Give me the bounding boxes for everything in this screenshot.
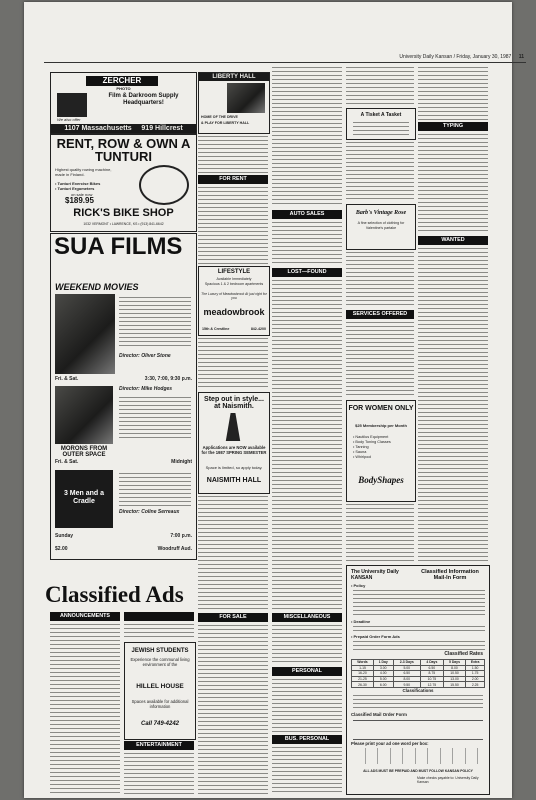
sua-times3: Sunday — [55, 533, 74, 539]
col2-listings-mid — [198, 337, 268, 389]
col4-listings-3 — [346, 251, 414, 307]
women-brand: BodyShapes — [358, 475, 404, 485]
sua-director3: Director: Coline Serreaux — [119, 509, 180, 515]
rates-cell: 10.50 — [443, 671, 466, 677]
liberty-hall-ad — [198, 72, 270, 134]
col2-listings-low — [198, 495, 268, 610]
lost-found-listings — [272, 279, 342, 609]
rates-cell: 8.00 — [393, 676, 421, 682]
dancer-icon — [221, 413, 245, 441]
form-rates-title: Classified Rates — [444, 651, 483, 657]
form-title: Classified Information Mail-In Form — [421, 569, 479, 581]
col2-listings-top — [198, 135, 268, 173]
col4-listings-top — [346, 66, 414, 106]
rates-row — [352, 682, 485, 688]
rent-bullet1: • Tunturi Exercise Bikes — [55, 181, 101, 186]
women-item1: • Nautilus Equipment — [353, 435, 389, 439]
sua-director1: Director: Oliver Stone — [119, 353, 171, 359]
rates-cell: 5.00 — [393, 665, 421, 671]
naismith-title: Step out in style... at Naismith. — [204, 396, 264, 410]
tuxedo-body — [353, 121, 409, 135]
section-bus-personal: BUS. PERSONAL — [272, 735, 342, 744]
section-services-offered: SERVICES OFFERED — [346, 310, 414, 319]
zercher-address-band — [51, 124, 196, 133]
form-print-line: Please print your ad one word per box: — [351, 741, 429, 746]
rates-cell: Extra — [466, 660, 485, 666]
section-auto-sales: AUTO SALES — [272, 210, 342, 219]
meadowbrook-phone: 842-4200 — [250, 327, 266, 331]
zercher-photo-ad — [50, 72, 197, 134]
rates-cell: 9.50 — [393, 682, 421, 688]
liberty-photo — [227, 83, 265, 113]
section-miscellaneous: MISCELLANEOUS — [272, 613, 342, 622]
rates-cell: Words — [352, 660, 374, 666]
barbs-line: A fine selection of clothing for Valentine's partake — [357, 221, 405, 230]
rates-cell: 3.00 — [373, 665, 393, 671]
tuxedo-title: A Tisket A Tasket — [360, 112, 402, 118]
ricks-bike-shop-ad — [50, 134, 197, 232]
form-classifications-list — [353, 694, 483, 710]
col5-listings-top — [418, 66, 488, 120]
rates-cell: 13.00 — [443, 676, 466, 682]
hillel-line3: Spaces available for additional information — [131, 699, 189, 709]
rates-cell: 12.75 — [421, 682, 444, 688]
classified-mail-in-form — [346, 565, 490, 795]
entertainment-listings — [124, 752, 194, 794]
col2-for-sale-listings — [198, 624, 268, 794]
form-classifications: Classifications — [402, 688, 434, 693]
hillel-line2: Experience the communal living environment of the — [130, 657, 190, 667]
rates-cell: 5 Days — [443, 660, 466, 666]
form-deadline: • Deadline — [351, 619, 371, 624]
meadowbrook-line2: Spacious 1 & 2 bedroom apartments — [204, 282, 264, 286]
section-personal: PERSONAL — [272, 667, 342, 676]
personal-listings — [272, 678, 342, 732]
rates-cell: 16-20 — [352, 671, 374, 677]
rent-sale: on sale now — [71, 192, 93, 197]
hillel-house-ad — [124, 642, 196, 740]
sua-times2: Fri. & Sat. — [55, 459, 79, 465]
rates-cell: 6.50 — [421, 665, 444, 671]
zercher-offer: We also offer — [57, 117, 81, 122]
section-for-rent: FOR RENT — [198, 175, 268, 184]
form-footer: ALL ADS MUST BE PREPAID AND MUST FOLLOW KANSAN POLICY — [363, 769, 473, 773]
form-mail-title: Classified Mail Order Form — [351, 712, 407, 717]
barbs-title: Barb's Vintage Rose — [355, 210, 407, 216]
col4-listings-4 — [346, 503, 414, 561]
hillel-phone: Call 749-4242 — [140, 721, 180, 727]
sua-price: $2.00 — [55, 546, 68, 552]
form-kansan-logo: The University Daily KANSAN — [351, 569, 399, 581]
rates-table — [351, 659, 485, 688]
film2-description — [119, 396, 191, 440]
section-entertainment: ENTERTAINMENT — [124, 741, 194, 750]
women-offer: $25 Membership per Month — [355, 423, 407, 428]
classified-ads-title: Classified Ads — [45, 582, 184, 607]
rates-cell: 6.50 — [393, 671, 421, 677]
bus-personal-listings — [272, 746, 342, 794]
rates-cell: 4 Days — [421, 660, 444, 666]
header-rule — [44, 62, 526, 63]
liberty-hall-name: LIBERTY HALL — [199, 73, 269, 81]
zercher-tagline: Film & Darkroom Supply Headquarters! — [108, 93, 179, 106]
bike-icon — [139, 165, 189, 205]
rates-cell: 8.75 — [421, 671, 444, 677]
tuxedo-ad — [346, 108, 416, 140]
rates-cell: 1-15 — [352, 665, 374, 671]
form-policy-text — [353, 589, 485, 617]
film3-description — [119, 472, 191, 506]
naismith-line2: Space is limited, so apply today. — [205, 465, 263, 470]
rates-cell: 1.75 — [466, 671, 485, 677]
col2-for-rent-listings — [198, 186, 268, 264]
rates-cell: 2.25 — [466, 682, 485, 688]
sua-title: SUA FILMS — [54, 233, 183, 260]
section-announcements-cont — [124, 612, 194, 621]
section-for-sale: FOR SALE — [198, 613, 268, 622]
women-item5: • Whirlpool — [353, 455, 372, 459]
rent-price: $189.95 — [65, 196, 94, 205]
women-item4: • Sauna — [353, 450, 367, 454]
rates-cell: 10.75 — [421, 676, 444, 682]
film2-photo — [55, 386, 113, 444]
meadowbrook-line3: The Luxury of Meadowbrook At just right for you — [201, 292, 267, 301]
form-deadline-text — [353, 625, 485, 633]
rates-cell: 1.50 — [466, 665, 485, 671]
sua-venue: Woodruff Aud. — [157, 546, 192, 552]
col3-listings-top — [272, 66, 342, 206]
barbs-vintage-rose-ad — [346, 204, 416, 250]
naismith-hall-ad — [198, 392, 270, 494]
sua-films-ad — [50, 233, 197, 560]
wanted-listings — [418, 247, 488, 563]
rates-cell: 1 Day — [373, 660, 393, 666]
section-wanted: WANTED — [418, 236, 488, 245]
rates-cell: 6.00 — [373, 682, 393, 688]
col4-listings-2 — [346, 141, 414, 201]
film3-poster — [55, 470, 113, 528]
sua-times1: Fri. & Sat. — [55, 376, 79, 382]
rent-shop: RICK'S BIKE SHOP — [73, 207, 174, 219]
rates-cell: 4.00 — [373, 671, 393, 677]
auto-sales-listings — [272, 221, 342, 265]
form-prepaid: • Prepaid Order Form Ads — [351, 634, 400, 639]
rates-cell: 8.00 — [443, 665, 466, 671]
services-listings — [346, 321, 414, 397]
sua-film3: 3 Men and a Cradle — [63, 490, 105, 505]
meadowbrook-brand: meadowbrook — [203, 307, 265, 317]
liberty-line1: HOME OF THE DRIVE — [201, 115, 238, 119]
film1-photo — [55, 294, 115, 374]
camera-icon — [57, 93, 87, 117]
rent-bullet2: • Tunturi Ergometers — [55, 186, 95, 191]
ad-word-grid[interactable] — [353, 748, 483, 764]
women-item3: • Tanning — [353, 445, 369, 449]
sua-film2: MORONS FROM OUTER SPACE — [60, 446, 108, 458]
rent-shop-address: 1032 VERMONT • LAWRENCE, KS • (913) 841-6642 — [83, 222, 164, 226]
naismith-line1: Applications are NOW available for the 1987 SPRING SEMESTER — [201, 445, 267, 455]
zercher-address: 1107 Massachusetts — [64, 125, 132, 132]
meadowbrook-line1: Available Immediately — [216, 277, 252, 281]
section-announcements: ANNOUNCEMENTS — [50, 612, 120, 621]
sua-times3b: 7:00 p.m. — [170, 533, 192, 539]
section-typing: TYPING — [418, 122, 488, 131]
sua-times2b: Midnight — [171, 459, 192, 465]
rates-cell: 26-30 — [352, 682, 374, 688]
hillel-line1: JEWISH STUDENTS — [131, 648, 189, 654]
zercher-address2: 919 Hillcrest — [141, 125, 183, 132]
form-payable: Make checks payable to: University Daily Kansan — [417, 776, 479, 784]
meadowbrook-title: LIFESTYLE — [217, 269, 251, 275]
rates-cell: 21-25 — [352, 676, 374, 682]
rates-cell: 2-3 Days — [393, 660, 421, 666]
announcements-listings — [50, 623, 120, 793]
sua-times1b: 3:30, 7:00, 9:30 p.m. — [144, 376, 192, 382]
form-policy: • Policy — [351, 583, 366, 588]
body-shapes-ad — [346, 400, 416, 502]
rates-cell: 15.50 — [443, 682, 466, 688]
rates-cell: 2.00 — [466, 676, 485, 682]
typing-listings — [418, 133, 488, 233]
rent-line1: Highest quality rowing machine, made in Finland. — [55, 167, 112, 177]
women-item2: • Body Toning Classes — [353, 440, 391, 444]
film1-description — [119, 296, 191, 346]
section-lost-found: LOST—FOUND — [272, 268, 342, 277]
meadowbrook-ad — [198, 266, 270, 336]
zercher-sub: PHOTO — [116, 86, 131, 91]
sua-subtitle: WEEKEND MOVIES — [55, 282, 139, 292]
miscellaneous-listings — [272, 624, 342, 664]
page-number: 11 — [518, 54, 524, 60]
page-header — [40, 54, 524, 62]
name-address-fields[interactable] — [353, 720, 483, 740]
hillel-name: HILLEL HOUSE — [136, 683, 184, 690]
liberty-line2: & PLAY FOR LIBERTY HALL — [201, 121, 250, 125]
announcements-listings-2 — [124, 623, 194, 639]
women-title: FOR WOMEN ONLY — [348, 405, 414, 412]
meadowbrook-footer: 15th & Crestline — [202, 327, 230, 331]
rates-cell: 5.00 — [373, 676, 393, 682]
naismith-hall: NAISMITH HALL — [206, 477, 262, 484]
zercher-logo: ZERCHER — [86, 76, 158, 86]
header-line: University Daily Kansan / Friday, January 30, 1987 — [399, 54, 512, 60]
rent-headline: RENT, ROW & OWN A TUNTURI — [56, 136, 191, 164]
sua-director2: Director: Mike Hodges — [119, 386, 173, 392]
